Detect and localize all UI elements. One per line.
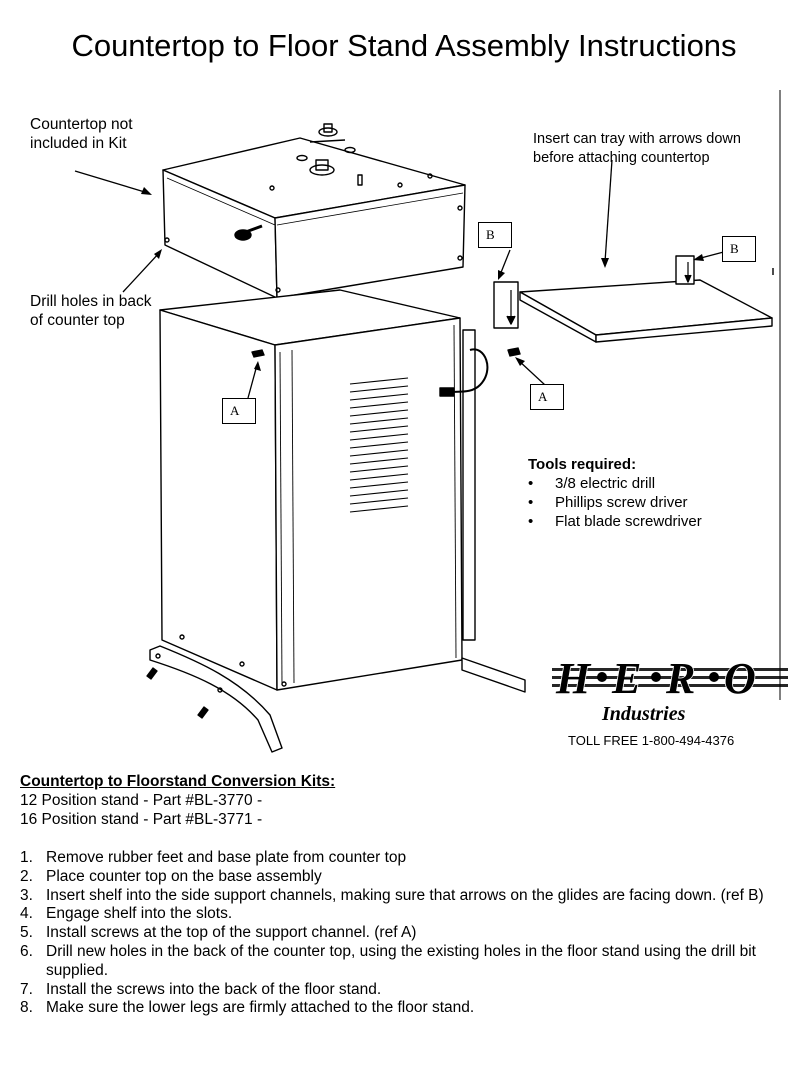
tools-heading: Tools required: [528, 456, 637, 473]
step-item: 2. Place counter top on the base assembly [20, 867, 322, 885]
hero-industries-logo [552, 652, 788, 728]
assembly-steps [20, 849, 795, 1018]
tool-item: • Flat blade screwdriver [528, 512, 702, 531]
toll-free-number: TOLL FREE 1-800-494-4376 [568, 733, 735, 748]
kits-heading: Countertop to Floorstand Conversion Kits: [20, 773, 336, 790]
ref-label-a-right: A [530, 384, 564, 410]
svg-text:E: E [612, 654, 642, 703]
step-item: 4. Engage shelf into the slots. [20, 905, 233, 923]
step-item: 8. Make sure the lower legs are firmly attached to the floor stand. [20, 999, 475, 1017]
callout-insert-can-tray: Insert can tray with arrows down before attaching countertop [533, 131, 741, 166]
step-item: 3. Insert shelf into the side support channels, making sure that arrows on the glides are facing down. (ref B) [20, 886, 764, 904]
step-item: 6. Drill new holes in the back of the counter top, using the existing holes in the floor stand using the drill bit supplied. [20, 942, 756, 979]
svg-text:Industries: Industries [602, 703, 686, 725]
callout-drill-holes: Drill holes in back of counter top [30, 293, 152, 329]
page-title: Countertop to Floor Stand Assembly Instructions [71, 28, 737, 63]
tool-item: • 3/8 electric drill [528, 474, 702, 493]
ref-label-a-left: A [222, 398, 256, 424]
ref-label-b-right: B [722, 236, 756, 262]
step-item: 1. Remove rubber feet and base plate from counter top [20, 849, 407, 866]
step-item: 7. Install the screws into the back of the floor stand. [20, 980, 382, 998]
kit-item: 16 Position stand - Part #BL-3771 - [20, 811, 263, 828]
callout-countertop-not-included: Countertop not included in Kit [30, 116, 133, 152]
svg-text:O: O [724, 654, 756, 703]
svg-text:H: H [556, 654, 593, 703]
can-tray-shelf [494, 256, 773, 342]
countertop-unit [163, 124, 465, 298]
svg-text:R: R [666, 654, 696, 703]
conversion-kits [20, 772, 335, 829]
tools-required [528, 455, 702, 531]
floor-stand-base [160, 290, 520, 690]
ref-label-b-left: B [478, 222, 512, 248]
tool-item: • Phillips screw driver [528, 493, 702, 512]
step-item: 5. Install screws at the top of the support channel. (ref A) [20, 924, 417, 942]
kit-item: 12 Position stand - Part #BL-3770 - [20, 792, 263, 809]
